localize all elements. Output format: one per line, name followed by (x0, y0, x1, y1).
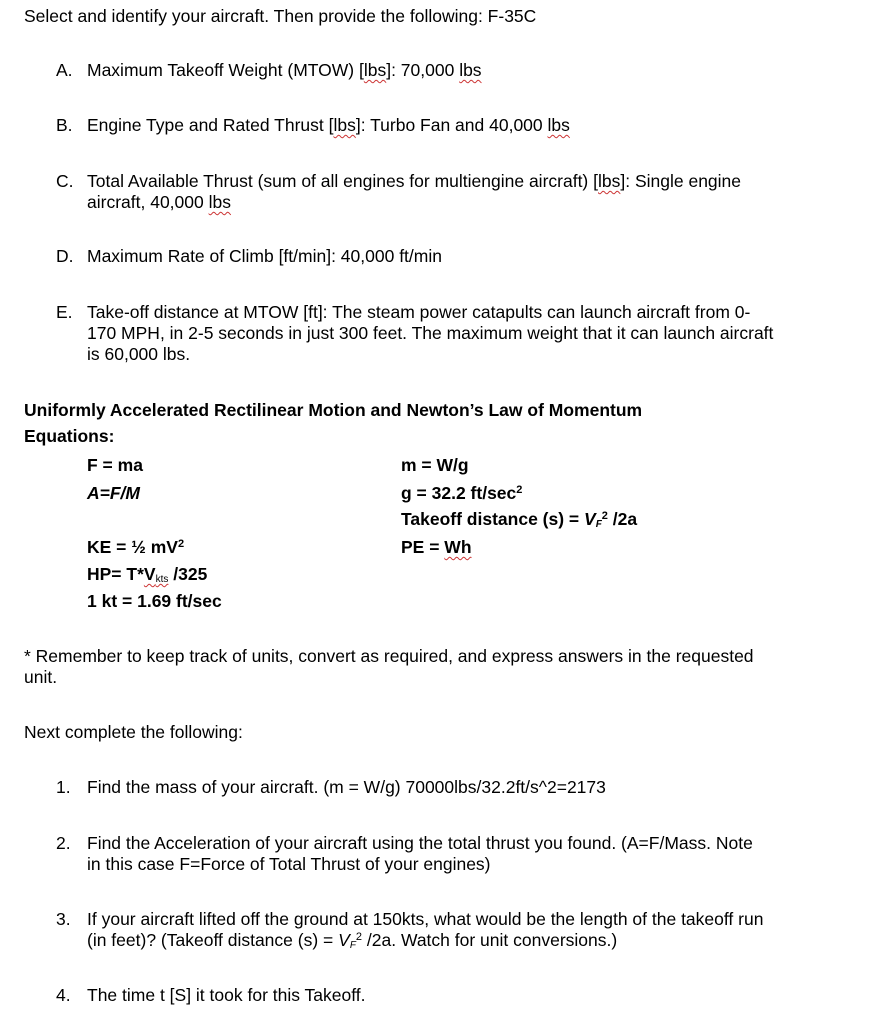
list-marker: D. (56, 246, 74, 266)
list-marker: C. (56, 171, 74, 191)
spec-item-total-thrust: C. Total Available Thrust (sum of all engines for multiengine aircraft) [lbs]: Single engine aircraft, 40,000 lbs (56, 171, 742, 212)
eq-a-fm: A=F/M (87, 483, 140, 503)
units-note: * Remember to keep track of units, convert as required, and express answers in the requested unit. (24, 646, 754, 687)
equations-title: Uniformly Accelerated Rectilinear Motion and Newton’s Law of Momentum Equations: (24, 400, 643, 446)
eq-ke: KE = ½ $mV^2$ (87, 537, 185, 557)
question-takeoff-time: 4. The time t [S] it took for this Takeoff. (56, 985, 366, 1005)
next-heading: Next complete the following: (24, 722, 243, 742)
eq-f-ma: F = ma (87, 455, 143, 475)
list-marker: A. (56, 60, 73, 80)
spec-item-takeoff-distance: E. Take-off distance at MTOW [ft]: The steam power catapults can launch aircraft from 0- 170 MPH, in 2-5 seconds in just 300 feet. The maximum weight that it can launch aircraft is 60,000 lbs. (56, 302, 774, 364)
eq-hp: $HP= T*V_{kts}$ /325 (87, 564, 208, 585)
eq-pe: PE = Wh (401, 537, 472, 557)
list-marker: 2. (56, 833, 71, 853)
eq-m-wg: m = W/g (401, 455, 469, 475)
question-takeoff-run: 3. If your aircraft lifted off the ground at 150kts, what would be the length of the takeoff run (in feet)? (Takeoff distance $(s) = V_F^2$ /2a. Watch for unit conversions.) (56, 909, 764, 951)
eq-takeoff-distance: Takeoff distance $(s) = V_F^2$ /2a (401, 509, 638, 530)
spec-item-engine: B. Engine Type and Rated Thrust [lbs]: Turbo Fan and 40,000 lbs (56, 115, 570, 135)
question-acceleration: 2. Find the Acceleration of your aircraft using the total thrust you found. (A=F/Mass. Note in this case F=Force of Total Thrust of your engines) (56, 833, 753, 874)
eq-knot-conversion: 1 kt = 1.69 ft/sec (87, 591, 222, 611)
eq-gravity: g = 32.2 $ft/\sec^2$ (401, 483, 523, 503)
list-marker: 1. (56, 777, 71, 797)
spec-item-climb: D. Maximum Rate of Climb [ft/min]: 40,000 ft/min (56, 246, 442, 266)
list-marker: 4. (56, 985, 71, 1005)
list-marker: B. (56, 115, 73, 135)
list-marker: E. (56, 302, 73, 322)
spec-item-mtow: A. Maximum Takeoff Weight (MTOW) [lbs]: 70,000 lbs (56, 60, 482, 80)
assignment-prompt: Select and identify your aircraft. Then provide the following: F-35C (24, 6, 537, 26)
question-mass: 1. Find the mass of your aircraft. (m = W/g) 70000lbs/32.2ft/s^2=2173 (56, 777, 606, 797)
list-marker: 3. (56, 909, 71, 929)
